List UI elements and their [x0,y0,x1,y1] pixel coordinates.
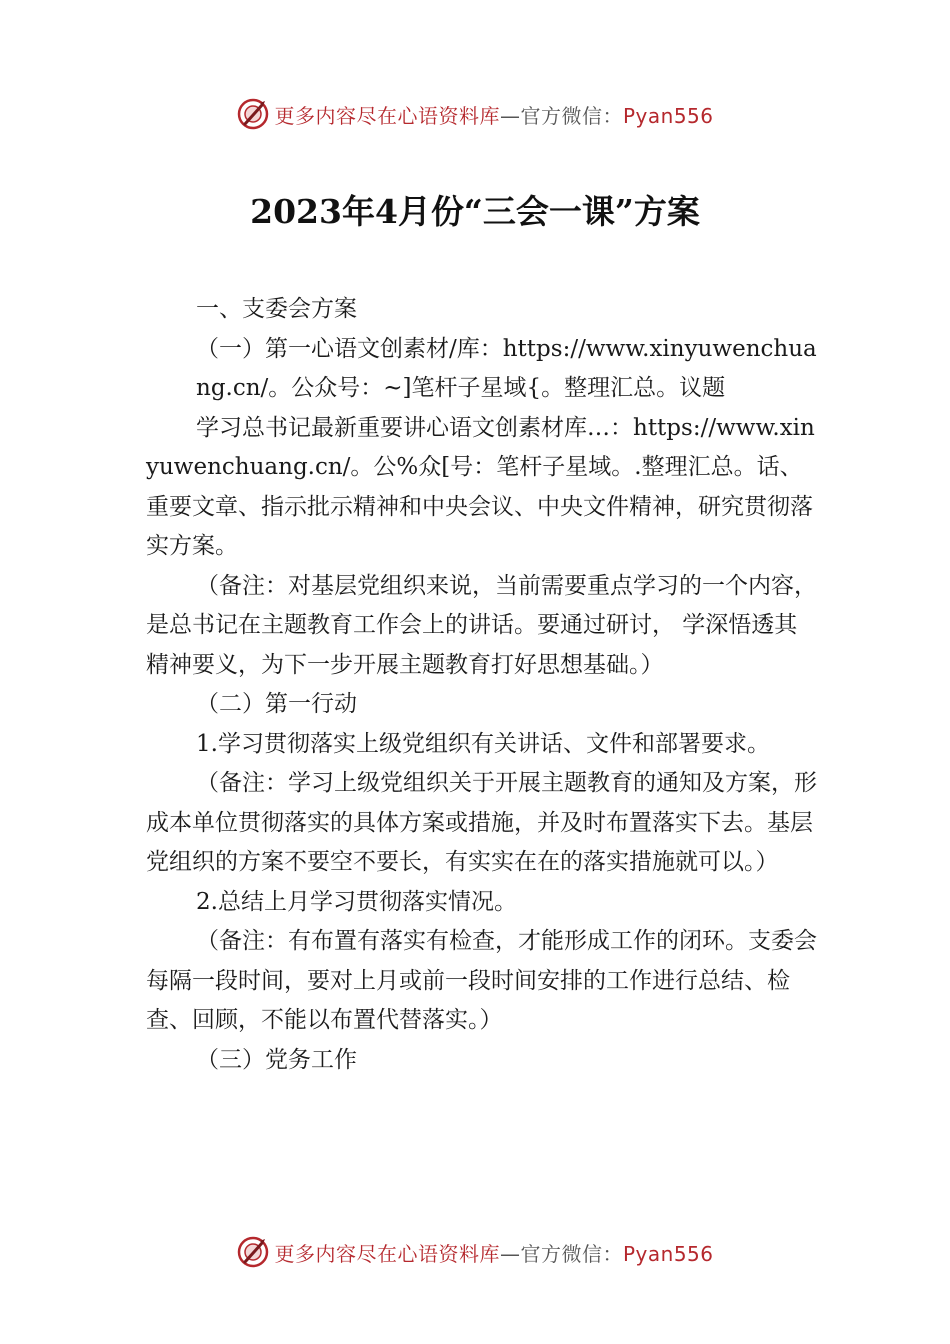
footer-banner [0,1232,950,1272]
header-banner-text [274,100,713,129]
footer-banner-slogan: 更多内容尽在心语资料库 [274,1241,500,1266]
list-item-1: 1.学习贯彻落实上级党组织有关讲话、文件和部署要求。 [196,730,770,757]
header-banner-contact-label: 官方微信： [520,103,623,128]
body-paragraph-1: 学习总书记最新重要讲心语文创素材库…：https://www.xinyuwenchuang.cn/。公%众[号：笔杆子星域。.整理汇总。话、重要文章、指示批示精神和中央会议、中央文件精神，研究贯彻落实方案。 [146,414,815,559]
header-banner-separator: — [499,103,521,128]
list-item-2: 2.总结上月学习贯彻落实情况。 [196,888,517,915]
footer-banner-separator: — [499,1241,521,1266]
brand-logo-icon [236,1235,270,1269]
subsection-heading-2: （二）第一行动 [196,691,357,717]
footer-banner-contact-label: 官方微信： [520,1241,623,1266]
footer-banner-contact-id: Pyan556 [622,1241,714,1266]
document-body [146,290,818,1080]
note-paragraph-1: （备注：对基层党组织来说，当前需要重点学习的一个内容，是总书记在主题教育工作会上的讲话。要通过研讨， 学深悟透其精神要义，为下一步开展主题教育打好思想基础。） [146,572,817,678]
section-heading-1: 一、支委会方案 [196,296,357,322]
header-banner [0,94,950,134]
subsection-heading-1: （一）第一心语文创素材/库：https://www.xinyuwenchuang.cn/。公众号：~]笔杆子星域{。整理汇总。议题 [196,335,817,401]
document-title: 2023年4月份“三会一课”方案 [250,192,700,231]
note-paragraph-2: （备注：学习上级党组织关于开展主题教育的通知及方案，形成本单位贯彻落实的具体方案或措施，并及时布置落实下去。基层党组织的方案不要空不要长，有实实在在的落实措施就可以。） [146,770,817,875]
note-paragraph-3: （备注：有布置有落实有检查，才能形成工作的闭环。支委会每隔一段时间，要对上月或前一段时间安排的工作进行总结、检查、回顾，不能以布置代替落实。） [146,928,817,1033]
subsection-heading-3: （三）党务工作 [196,1046,357,1073]
header-banner-slogan: 更多内容尽在心语资料库 [274,103,500,128]
footer-banner-text [274,1238,713,1267]
header-banner-contact-id: Pyan556 [622,103,714,128]
brand-logo-icon [236,97,270,131]
